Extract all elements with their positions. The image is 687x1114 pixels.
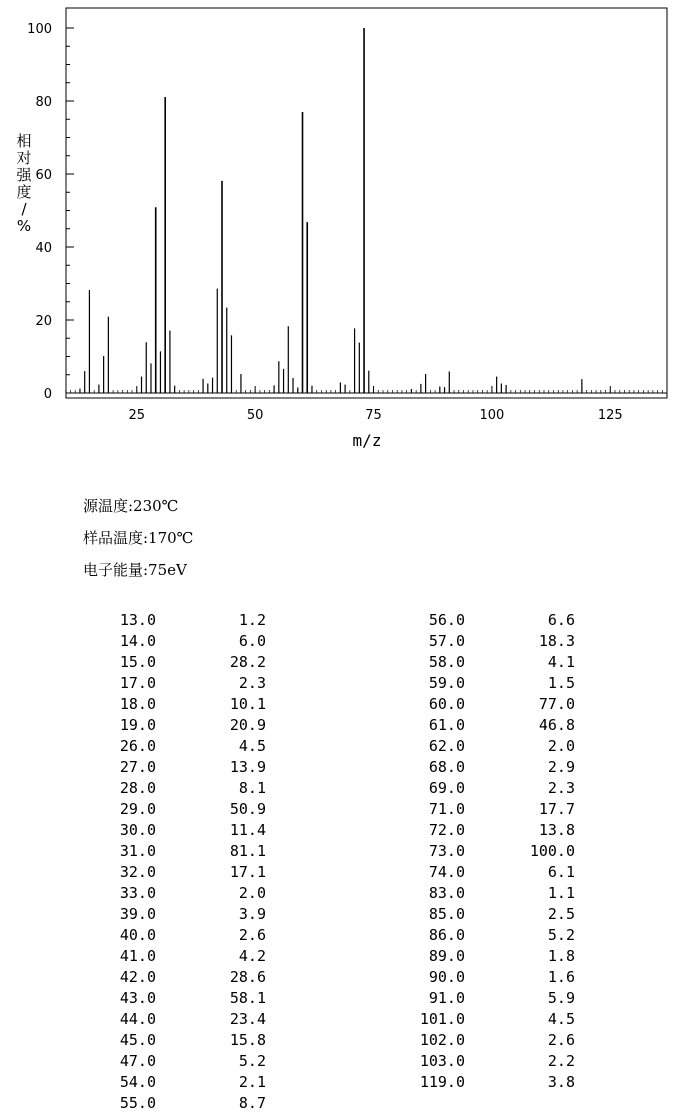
intensity-value: 2.1 (238, 1073, 266, 1091)
intensity-value: 1.1 (547, 884, 575, 902)
intensity-value: 46.8 (538, 716, 575, 734)
intensity-value: 8.7 (238, 1094, 266, 1112)
table-row (0, 925, 687, 946)
table-row (0, 1051, 687, 1072)
intensity-value: 4.5 (238, 737, 266, 755)
mz-value: 54.0 (119, 1073, 156, 1091)
table-row (0, 946, 687, 967)
mz-value: 83.0 (428, 884, 465, 902)
intensity-value: 2.5 (547, 905, 575, 923)
intensity-value: 28.2 (229, 653, 266, 671)
y-tick-label: 40 (35, 241, 52, 256)
mz-value: 31.0 (119, 842, 156, 860)
table-row (0, 862, 687, 883)
x-tick-label: 125 (597, 408, 623, 423)
intensity-value: 13.9 (229, 758, 266, 776)
intensity-value: 2.3 (547, 779, 575, 797)
intensity-value: 1.2 (238, 611, 266, 629)
mass-spectrum-chart (0, 0, 687, 460)
y-tick-label: 0 (43, 387, 52, 402)
table-row (0, 778, 687, 799)
mz-value: 41.0 (119, 947, 156, 965)
mz-value: 59.0 (428, 674, 465, 692)
mz-value: 13.0 (119, 611, 156, 629)
intensity-value: 18.3 (538, 632, 575, 650)
y-tick-label: 80 (35, 95, 52, 110)
intensity-value: 5.9 (547, 989, 575, 1007)
mz-value: 30.0 (119, 821, 156, 839)
table-row (0, 1030, 687, 1051)
mz-value: 14.0 (119, 632, 156, 650)
x-tick-label: 25 (128, 408, 146, 423)
mz-value: 28.0 (119, 779, 156, 797)
intensity-value: 5.2 (238, 1052, 266, 1070)
y-axis-label-char: % (16, 217, 32, 235)
intensity-value: 17.1 (229, 863, 266, 881)
mz-value: 39.0 (119, 905, 156, 923)
table-row (0, 883, 687, 904)
table-row (0, 1072, 687, 1093)
table-row (0, 736, 687, 757)
mz-value: 40.0 (119, 926, 156, 944)
x-axis-label: m/z (352, 431, 382, 450)
mz-value: 71.0 (428, 800, 465, 818)
y-axis-label-char: 对 (16, 149, 32, 167)
intensity-value: 100.0 (529, 842, 575, 860)
mz-value: 44.0 (119, 1010, 156, 1028)
y-tick-label: 20 (35, 314, 52, 329)
mz-value: 19.0 (119, 716, 156, 734)
mz-value: 55.0 (119, 1094, 156, 1112)
mz-value: 91.0 (428, 989, 465, 1007)
intensity-value: 13.8 (538, 821, 575, 839)
mz-value: 103.0 (419, 1052, 465, 1070)
mz-value: 86.0 (428, 926, 465, 944)
mz-value: 61.0 (428, 716, 465, 734)
intensity-value: 5.2 (547, 926, 575, 944)
mz-value: 45.0 (119, 1031, 156, 1049)
electron-energy: 电子能量:75eV (83, 561, 187, 579)
table-row (0, 820, 687, 841)
mz-value: 62.0 (428, 737, 465, 755)
table-row (0, 631, 687, 652)
mz-value: 17.0 (119, 674, 156, 692)
table-row (0, 652, 687, 673)
y-tick-label: 60 (35, 168, 52, 183)
table-row (0, 841, 687, 862)
mz-value: 85.0 (428, 905, 465, 923)
y-axis-label-char: / (21, 200, 27, 218)
mz-value: 58.0 (428, 653, 465, 671)
mz-value: 43.0 (119, 989, 156, 1007)
intensity-value: 1.5 (547, 674, 575, 692)
intensity-value: 4.5 (547, 1010, 575, 1028)
intensity-value: 4.1 (547, 653, 575, 671)
mz-value: 74.0 (428, 863, 465, 881)
intensity-value: 28.6 (229, 968, 266, 986)
intensity-value: 4.2 (238, 947, 266, 965)
mz-value: 68.0 (428, 758, 465, 776)
x-tick-label: 100 (479, 408, 505, 423)
intensity-value: 2.6 (238, 926, 266, 944)
spectrum-peaks (80, 28, 582, 393)
intensity-value: 3.8 (547, 1073, 575, 1091)
intensity-value: 2.3 (238, 674, 266, 692)
intensity-value: 2.0 (547, 737, 575, 755)
source-temperature: 源温度:230℃ (83, 497, 179, 515)
y-axis-label-char: 强 (16, 166, 32, 184)
intensity-value: 1.6 (547, 968, 575, 986)
table-row (0, 757, 687, 778)
mz-value: 102.0 (419, 1031, 465, 1049)
y-tick-label: 100 (27, 22, 52, 37)
table-row (0, 1093, 687, 1114)
mz-value: 73.0 (428, 842, 465, 860)
table-row (0, 694, 687, 715)
intensity-value: 17.7 (538, 800, 575, 818)
mz-value: 101.0 (419, 1010, 465, 1028)
y-axis-label (16, 132, 32, 235)
mz-value: 15.0 (119, 653, 156, 671)
intensity-value: 11.4 (229, 821, 266, 839)
intensity-value: 10.1 (229, 695, 266, 713)
mz-value: 33.0 (119, 884, 156, 902)
table-row (0, 967, 687, 988)
mz-value: 42.0 (119, 968, 156, 986)
x-tick-label: 75 (365, 408, 382, 423)
intensity-value: 81.1 (229, 842, 266, 860)
intensity-value: 15.8 (229, 1031, 266, 1049)
intensity-value: 3.9 (238, 905, 266, 923)
mz-value: 60.0 (428, 695, 465, 713)
mz-value: 29.0 (119, 800, 156, 818)
intensity-value: 50.9 (229, 800, 266, 818)
intensity-value: 6.6 (547, 611, 575, 629)
mz-value: 26.0 (119, 737, 156, 755)
intensity-value: 58.1 (229, 989, 266, 1007)
mz-value: 57.0 (428, 632, 465, 650)
y-axis-label-char: 度 (16, 183, 32, 201)
intensity-value: 2.2 (547, 1052, 575, 1070)
intensity-value: 2.0 (238, 884, 266, 902)
table-row (0, 715, 687, 736)
intensity-value: 23.4 (229, 1010, 266, 1028)
y-axis-ticks (27, 22, 74, 402)
table-row (0, 673, 687, 694)
mz-value: 119.0 (419, 1073, 465, 1091)
table-row (0, 610, 687, 631)
mz-value: 32.0 (119, 863, 156, 881)
mz-value: 69.0 (428, 779, 465, 797)
intensity-value: 77.0 (538, 695, 575, 713)
mz-value: 47.0 (119, 1052, 156, 1070)
sample-temperature: 样品温度:170℃ (83, 529, 194, 547)
mz-value: 56.0 (428, 611, 465, 629)
mz-value: 72.0 (428, 821, 465, 839)
mz-value: 27.0 (119, 758, 156, 776)
table-row (0, 988, 687, 1009)
mz-value: 18.0 (119, 695, 156, 713)
intensity-value: 20.9 (229, 716, 266, 734)
mz-value: 90.0 (428, 968, 465, 986)
mz-value: 89.0 (428, 947, 465, 965)
table-row (0, 799, 687, 820)
intensity-value: 6.0 (238, 632, 266, 650)
intensity-value: 6.1 (547, 863, 575, 881)
intensity-value: 2.9 (547, 758, 575, 776)
table-row (0, 904, 687, 925)
table-row (0, 1009, 687, 1030)
y-axis-label-char: 相 (16, 132, 32, 150)
intensity-value: 1.8 (547, 947, 575, 965)
intensity-value: 2.6 (547, 1031, 575, 1049)
x-tick-label: 50 (246, 408, 264, 423)
intensity-value: 8.1 (238, 779, 266, 797)
